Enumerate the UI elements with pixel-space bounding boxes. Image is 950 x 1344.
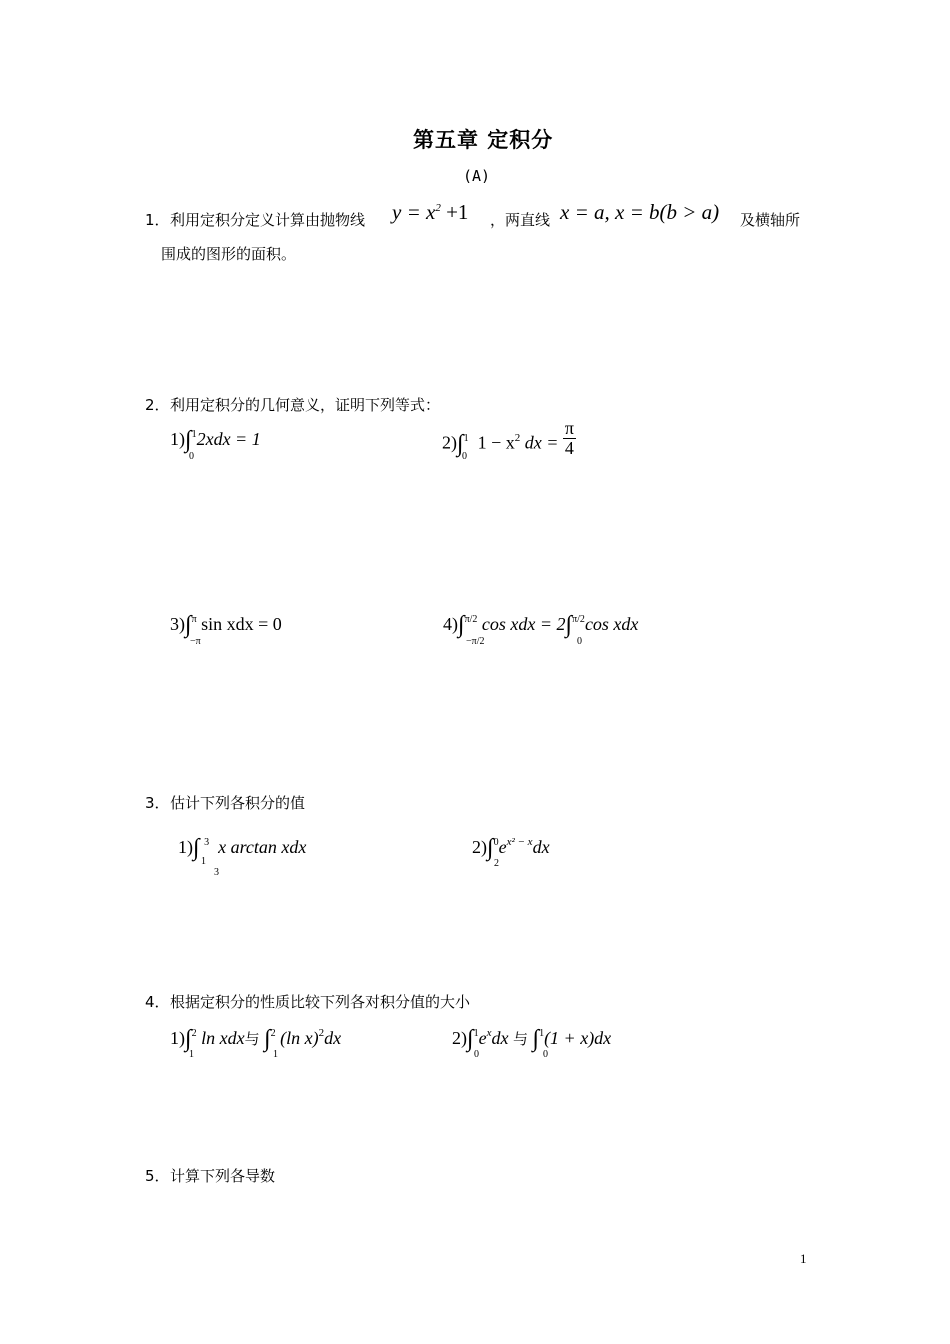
q3-part1: 1)∫ $^3$ x arctan xdx [178,835,307,861]
integral-sign: ∫ [532,1026,540,1052]
q1-formula-lines: x = a, x = b(b > a) [560,200,720,224]
q4-part1: 1)∫$^2$ ln xdx与 ∫$^2$ (ln x)$^2$dx [170,1026,342,1052]
q2-part1: 1)∫$^1$2xdx = 1 [170,427,261,453]
integral-sign: ∫ [457,430,464,457]
q1-text-a: 利用定积分定义计算由抛物线 [170,211,366,229]
q2-text: 利用定积分的几何意义，证明下列等式： [170,396,441,414]
q4-part1-lower-limit: 1 [189,1049,194,1060]
q1-text-c: 及横轴所 [740,211,801,229]
integral-sign: ∫ [467,1026,474,1052]
q2-part2-lower-limit: 0 [462,451,467,462]
q2-part1-lower-limit: 0 [189,451,194,462]
q1-formula-parabola: $y = x^2 +1$ [392,200,469,224]
q3-number: 3． [145,794,170,812]
integral-sign: ∫ [193,835,200,861]
q2-part2-fraction: $\frac{\pi}{4}$ [564,418,574,458]
q1-text-d: 围成的图形的面积。 [161,245,297,263]
integral-sign: ∫ [185,427,192,453]
integral-sign: ∫ [264,1026,271,1052]
integral-sign: ∫ [458,612,465,638]
q3-part1-lower-den: 3 [214,867,219,878]
integral-sign: ∫ [487,835,494,861]
q4-text: 根据定积分的性质比较下列各对积分值的大小 [170,993,471,1011]
q2-number: 2． [145,396,170,414]
q4-part2-lower-limit: 0 [474,1049,479,1060]
q1-number: 1． [145,211,170,229]
q4-number: 4． [145,993,170,1011]
q5-text: 计算下列各导数 [170,1167,276,1185]
q3-part2: $2)\int^0e^{x^2 - x}dx$ [472,835,550,861]
q2-part3-lower-limit: −π [190,636,201,647]
q2-part2: 2)∫$^1$ $1 - x^2$ dx = $\frac{\pi}{4}$ [442,418,574,458]
q2-part4: 4)∫$^{\pi/2}$ cos xdx = 2∫$^{\pi/2}$cos xdx [443,612,639,638]
q2-part4-lower-limit: −π/2 [466,636,485,647]
integral-sign: ∫ [185,612,192,638]
q5-number: 5． [145,1167,170,1185]
page-number: 1 [800,1251,807,1266]
q3-part1-lower-num: 1 [201,856,206,867]
q3-text: 估计下列各积分的值 [170,794,306,812]
chapter-title: 第五章 定积分 [413,128,554,152]
q2-part4-lower-limit2: 0 [577,636,582,647]
q4-part2-lower-limit2: 0 [543,1049,548,1060]
q2-part3: 3)∫$^\pi$ sin xdx = 0 [170,612,282,638]
q1-text-b: ，两直线 [490,211,551,229]
q4-part2: $2)\int^1e^xdx$ 与 ∫$^1$(1 + x)dx [452,1026,612,1052]
integral-sign: ∫ [565,612,573,638]
q3-part2-lower-limit: 2 [494,858,499,869]
integral-sign: ∫ [185,1026,192,1052]
q4-part1-lower-limit2: 1 [273,1049,278,1060]
section-label: (A) [463,167,491,185]
